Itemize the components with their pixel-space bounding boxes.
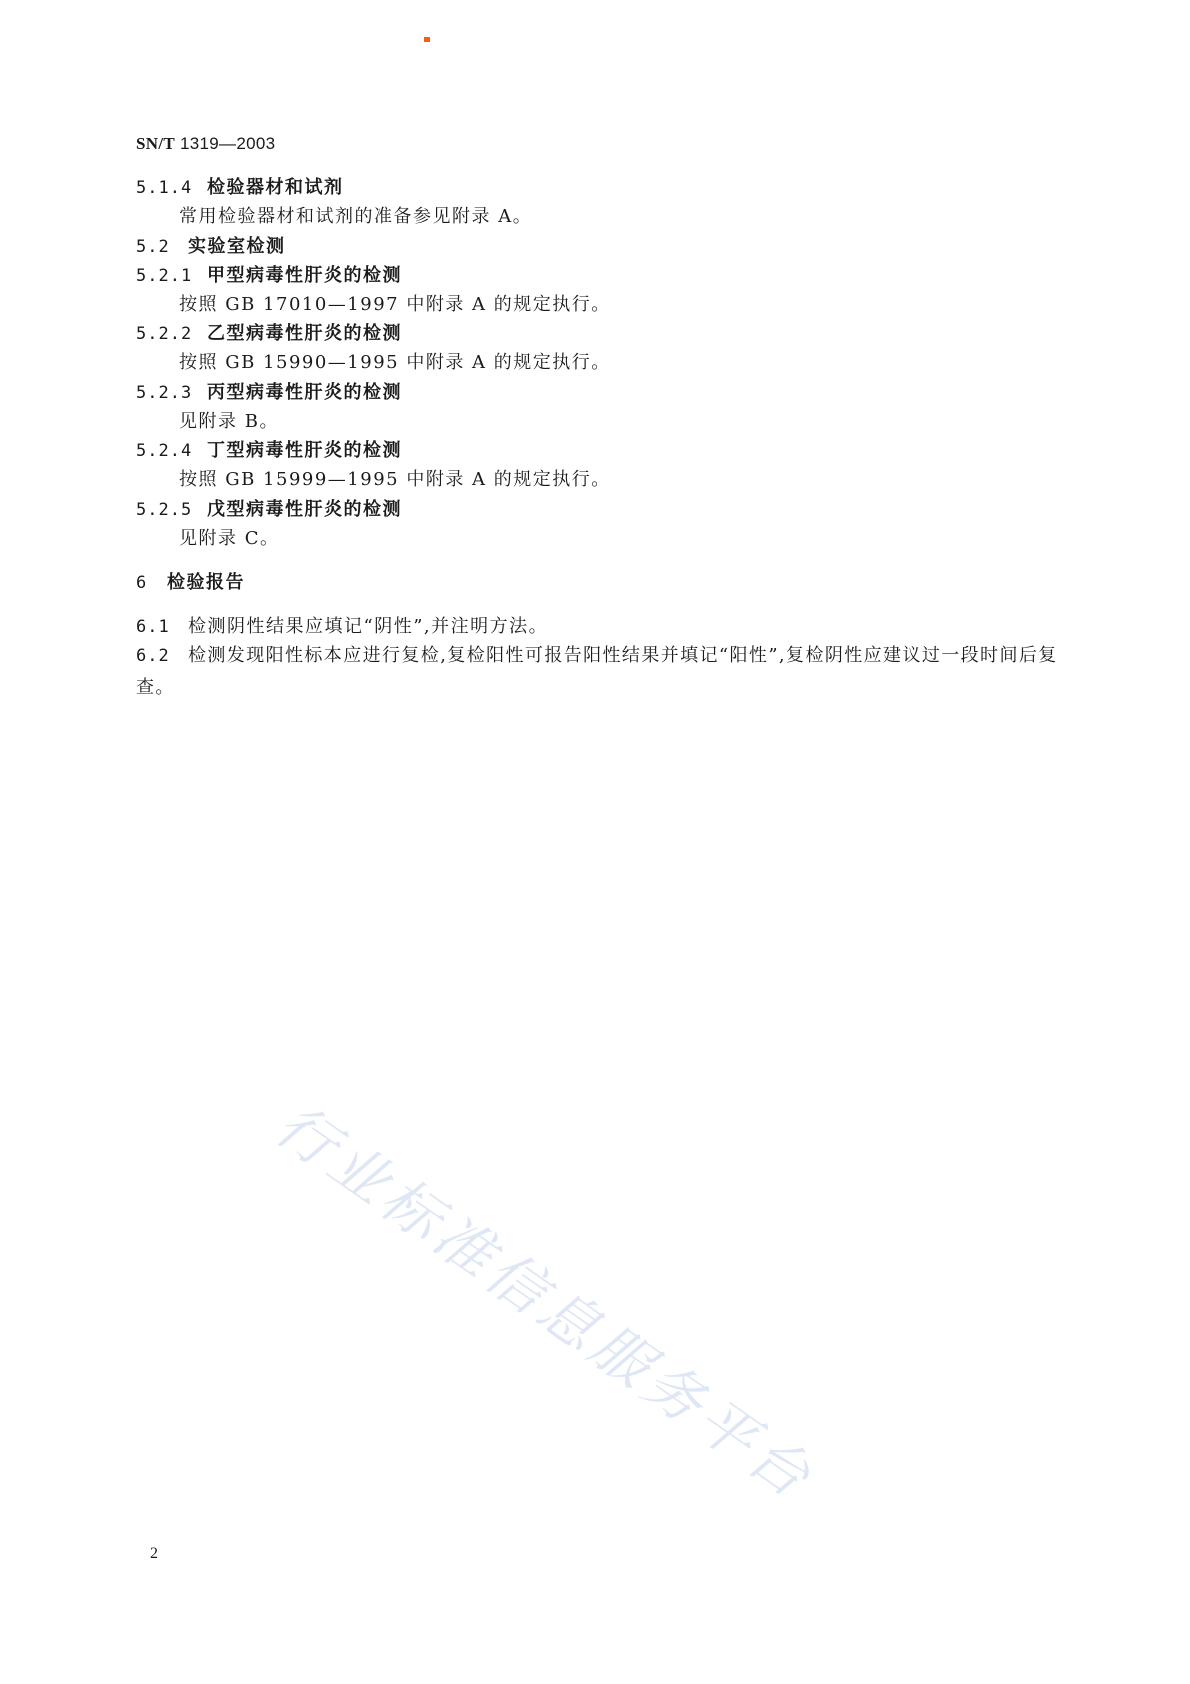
watermark: 行业标准信息服务平台 xyxy=(263,1090,827,1514)
doc-code: SN/T xyxy=(136,134,175,153)
item-text: 检测阴性结果应填记“阴性”,并注明方法。 xyxy=(188,616,549,637)
document-number xyxy=(136,134,275,154)
section-number: 5.2 xyxy=(136,237,170,257)
section-heading-5-1-4 xyxy=(136,176,344,200)
section-body: 按照 GB 15999—1995 中附录 A 的规定执行。 xyxy=(179,469,611,490)
section-text-5-2-1 xyxy=(179,293,611,317)
section-body: 见附录 C。 xyxy=(179,528,280,549)
section-body: 见附录 B。 xyxy=(179,411,279,432)
section-text-5-2-5 xyxy=(179,527,280,551)
chapter-heading-6 xyxy=(136,571,245,595)
section-title: 丙型病毒性肝炎的检测 xyxy=(207,382,402,403)
section-title: 检验器材和试剂 xyxy=(207,177,344,198)
orange-mark xyxy=(424,37,430,42)
item-number: 6.1 xyxy=(136,617,170,637)
section-number: 5.1.4 xyxy=(136,178,193,198)
section-heading-5-2-3 xyxy=(136,381,402,405)
item-number: 6.2 xyxy=(136,646,170,666)
section-number: 5.2.1 xyxy=(136,266,193,286)
item-6-2 xyxy=(136,640,1066,704)
section-number: 5.2.4 xyxy=(136,441,193,461)
section-text-5-2-3 xyxy=(179,410,279,434)
doc-number: 1319—2003 xyxy=(180,134,276,153)
section-body: 按照 GB 15990—1995 中附录 A 的规定执行。 xyxy=(179,352,611,373)
section-title: 甲型病毒性肝炎的检测 xyxy=(207,265,402,286)
section-heading-5-2-4 xyxy=(136,439,402,463)
section-text-5-2-4 xyxy=(179,468,611,492)
item-6-1 xyxy=(136,615,548,639)
chapter-number: 6 xyxy=(136,573,148,593)
section-title: 乙型病毒性肝炎的检测 xyxy=(207,323,402,344)
section-number: 5.2.5 xyxy=(136,500,193,520)
section-heading-5-2-1 xyxy=(136,264,402,288)
section-number: 5.2.3 xyxy=(136,383,193,403)
chapter-title: 检验报告 xyxy=(167,572,245,593)
item-text: 检测发现阳性标本应进行复检,复检阳性可报告阳性结果并填记“阳性”,复检阴性应建议过一段时间后复查。 xyxy=(136,645,1058,698)
section-text-5-1-4 xyxy=(179,205,532,229)
section-body: 按照 GB 17010—1997 中附录 A 的规定执行。 xyxy=(179,294,611,315)
section-text-5-2-2 xyxy=(179,351,611,375)
section-number: 5.2.2 xyxy=(136,324,193,344)
section-title: 丁型病毒性肝炎的检测 xyxy=(207,440,402,461)
section-title: 实验室检测 xyxy=(188,236,286,257)
page-number: 2 xyxy=(150,1545,158,1562)
section-heading-5-2-2 xyxy=(136,322,402,346)
section-title: 戊型病毒性肝炎的检测 xyxy=(207,499,402,520)
section-heading-5-2-5 xyxy=(136,498,402,522)
section-heading-5-2 xyxy=(136,235,286,259)
section-body: 常用检验器材和试剂的准备参见附录 A。 xyxy=(179,206,533,227)
